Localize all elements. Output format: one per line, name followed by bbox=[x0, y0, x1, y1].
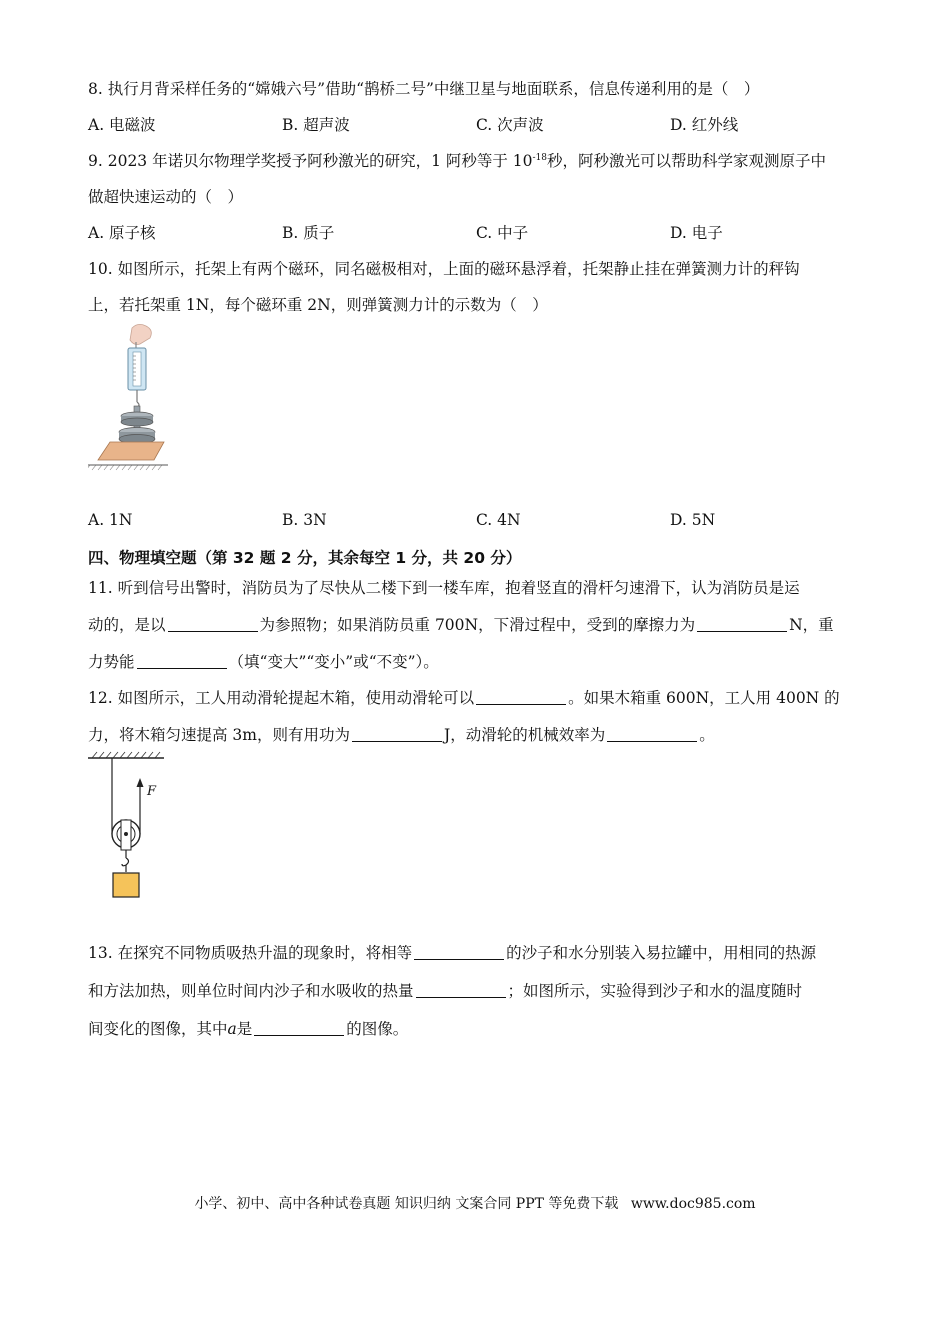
answer-blank[interactable] bbox=[414, 958, 504, 960]
answer-blank[interactable] bbox=[697, 630, 787, 632]
q10-option-c: C. 4N bbox=[476, 511, 521, 529]
q11-line1: 11. 听到信号出警时，消防员为了尽快从二楼下到一楼车库，抱着竖直的滑杆匀速滑下，认为消防员是运 bbox=[88, 579, 800, 597]
q13-line2: 和方法加热，则单位时间内沙子和水吸收的热量 ；如图所示，实验得到沙子和水的温度随时 bbox=[88, 982, 803, 1000]
q9-exponent: -18 bbox=[532, 152, 548, 163]
q11-line2: 动的，是以 为参照物；如果消防员重 700N，下滑过程中，受到的摩擦力为 N，重 bbox=[88, 616, 834, 634]
q12-line1: 12. 如图所示，工人用动滑轮提起木箱，使用动滑轮可以 。如果木箱重 600N，工人用 400N 的 bbox=[88, 689, 840, 707]
q10-stem-line2: 上，若托架重 1N，每个磁环重 2N，则弹簧测力计的示数为（ ） bbox=[88, 296, 548, 314]
q10-option-d: D. 5N bbox=[670, 511, 716, 529]
answer-blank[interactable] bbox=[168, 630, 258, 632]
section-4-title: 四、物理填空题（第 32 题 2 分，其余每空 1 分，共 20 分） bbox=[88, 549, 522, 567]
q9-option-a: A. 原子核 bbox=[88, 224, 156, 242]
force-label: F bbox=[147, 784, 157, 799]
q8-option-a: A. 电磁波 bbox=[88, 116, 156, 134]
variable-a: a bbox=[227, 1020, 237, 1038]
q13-line1: 13. 在探究不同物质吸热升温的现象时，将相等 的沙子和水分别装入易拉罐中，用相同的热源 bbox=[88, 944, 817, 962]
q9-stem-line2: 做超快速运动的（ ） bbox=[88, 188, 244, 206]
q8-option-c: C. 次声波 bbox=[476, 116, 544, 134]
answer-blank[interactable] bbox=[416, 996, 506, 998]
q12-line2: 力，将木箱匀速提高 3m，则有用功为 J，动滑轮的机械效率为 。 bbox=[88, 726, 715, 744]
page-footer bbox=[0, 1193, 950, 1213]
q9-option-b: B. 质子 bbox=[282, 224, 335, 242]
pulley-figure bbox=[88, 750, 168, 905]
q9-option-d: D. 电子 bbox=[670, 224, 723, 242]
q10-stem-line1: 10. 如图所示，托架上有两个磁环，同名磁极相对，上面的磁环悬浮着，托架静止挂在弹簧测力计的秤钩 bbox=[88, 260, 800, 278]
q10-option-b: B. 3N bbox=[282, 511, 327, 529]
footer-url[interactable]: www.doc985.com bbox=[630, 1196, 756, 1212]
q9-stem: 9. 2023 年诺贝尔物理学奖授予阿秒激光的研究，1 阿秒等于 $10^{-18}$秒，阿秒激光可以帮助科学家观测原子中 bbox=[88, 152, 827, 170]
footer-text: 小学、初中、高中各种试卷真题 知识归纳 文案合同 PPT 等免费下载 bbox=[194, 1196, 619, 1212]
q8-option-b: B. 超声波 bbox=[282, 116, 350, 134]
q11-line3: 力势能 （填“变大”“变小”或“不变”）。 bbox=[88, 653, 439, 671]
answer-blank[interactable] bbox=[352, 740, 442, 742]
answer-blank[interactable] bbox=[476, 703, 566, 705]
q10-option-a: A. 1N bbox=[88, 511, 133, 529]
spring-scale-magnet-figure bbox=[88, 320, 168, 480]
q9-option-c: C. 中子 bbox=[476, 224, 529, 242]
answer-blank[interactable] bbox=[254, 1034, 344, 1036]
q8-stem: 8. 执行月背采样任务的“嫦娥六号”借助“鹊桥二号”中继卫星与地面联系，信息传递利用的是（ ） bbox=[88, 80, 760, 98]
answer-blank[interactable] bbox=[607, 740, 697, 742]
q8-option-d: D. 红外线 bbox=[670, 116, 739, 134]
q13-line3: 间变化的图像，其中a是 的图像。 bbox=[88, 1020, 409, 1038]
answer-blank[interactable] bbox=[137, 667, 227, 669]
